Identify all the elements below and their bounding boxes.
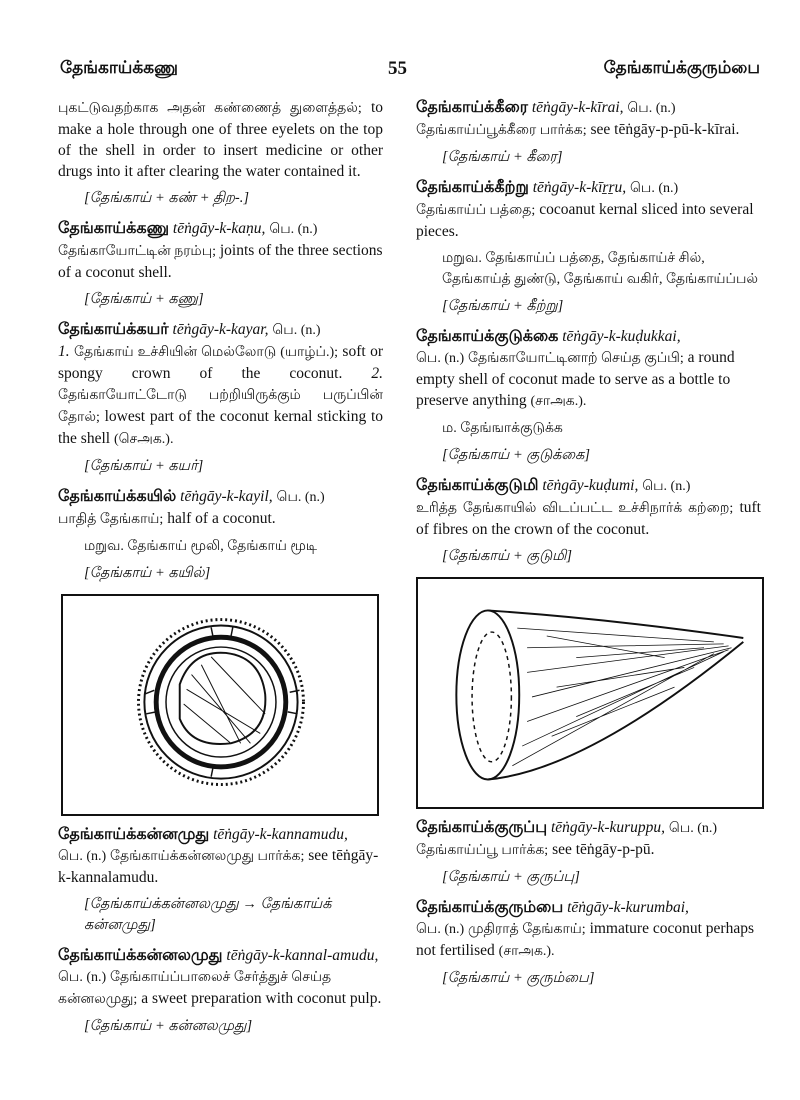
part-of-speech: பெ. (n.) <box>416 351 465 366</box>
part-of-speech: பெ. (n.) <box>58 849 107 864</box>
definition-english: lowest part of the coconut kernal sticking to the shell <box>58 408 384 447</box>
definition-english: see tēṅgāy-k-kannalamudu. <box>58 847 379 886</box>
continued-entry <box>58 97 383 209</box>
synonyms: மறுவ. தேங்காய் மூலி, தேங்காய் மூடி <box>84 539 317 554</box>
headword: தேங்காய்க்கயில் <box>58 488 177 505</box>
headword: தேங்காய்க்கீரை <box>416 99 528 116</box>
headword: தேங்காய்க்குருப்பு <box>416 819 548 836</box>
part-of-speech: பெ. (n.) <box>272 323 321 338</box>
dictionary-entry <box>58 319 383 477</box>
source-abbreviation: (சாஅக.). <box>498 944 555 959</box>
definition-english: a sweet preparation with coconut pulp. <box>141 990 382 1007</box>
part-of-speech: பெ. (n.) <box>416 922 465 937</box>
definition-english: see tēṅgāy-p-pū-k-kīrai. <box>590 121 740 138</box>
definition-english: immature coconut perhaps not fertilised <box>416 920 754 959</box>
headword: தேங்காய்க்கணு <box>58 220 170 237</box>
running-head-left: தேங்காய்க்கணு <box>60 58 178 77</box>
definition-english: tuft of fibres on the crown of the coconut. <box>416 499 761 538</box>
etymology: [தேங்காய் + குரும்பை] <box>442 970 595 986</box>
part-of-speech: பெ. (n.) <box>58 970 107 985</box>
definition-english: see tēṅgāy-p-pū. <box>552 841 655 858</box>
transliteration: tēṅgāy-k-kuḍukkai, <box>562 328 681 345</box>
definition-tamil: தேங்காயோட்டினாற் செய்த குப்பி; <box>468 351 684 366</box>
sense-number: 2. <box>371 365 383 382</box>
definition-tamil: தேங்காய்ப் பத்தை; <box>416 203 536 218</box>
transliteration: tēṅgāy-kuḍumi, <box>542 477 639 494</box>
headword: தேங்காய்க்குடுமி <box>416 477 539 494</box>
page-number: 55 <box>388 58 407 79</box>
part-of-speech: பெ. (n.) <box>668 821 718 836</box>
definition-english: soft or spongy crown of the coconut. <box>58 343 383 382</box>
transliteration: tēṅgāy-k-kayar, <box>172 321 269 338</box>
definition-tamil: தேங்காய் உச்சியின் மெல்லோடு (யாழ்ப்.); <box>74 345 338 360</box>
transliteration: tēṅgāy-k-kīṟṟu, <box>532 179 627 196</box>
transliteration: tēṅgāy-k-kayil, <box>180 488 273 505</box>
definition-tamil: புகட்டுவதற்காக அதன் கண்ணைத் துளைத்தல்; <box>58 101 362 116</box>
definition-tamil: உரித்த தேங்காயில் விடப்பட்ட உச்சிநார்க் கற்றை; <box>416 501 734 516</box>
transliteration: tēṅgāy-k-kaṇu, <box>172 220 266 237</box>
etymology: [தேங்காய்க்கன்னலமுது → தேங்காய்க் கன்னமுது] <box>84 896 332 933</box>
headword: தேங்காய்க்கீற்று <box>416 179 529 196</box>
etymology: [தேங்காய் + கண் + திற-.] <box>84 190 250 206</box>
definition-tamil: தேங்காய்ப்பாலைச் சேர்த்துச் செய்த கன்னலமுது; <box>58 970 332 1007</box>
right-column <box>416 97 761 998</box>
half-coconut-drawing <box>63 596 377 814</box>
etymology: [தேங்காய் + கீரை] <box>442 149 563 165</box>
dictionary-entry <box>416 475 761 567</box>
transliteration: tēṅgāy-k-kuruppu, <box>550 819 666 836</box>
cognate: ம. தேங்ஙாக்குடுக்க <box>442 421 563 436</box>
definition-english: to make a hole through one of three eyelets on the top of the shell in order to insert medicine or other drugs into it after clearing the water contained it. <box>58 99 383 180</box>
headword: தேங்காய்க்குடுக்கை <box>416 328 559 345</box>
etymology: [தேங்காய் + கணு] <box>84 291 204 307</box>
etymology: [தேங்காய் + குருப்பு] <box>442 869 580 885</box>
definition-tamil: தேங்காயோட்டோடு பற்றியிருக்கும் பருப்பின் தோல்; <box>58 388 383 425</box>
definition-english: cocoanut kernal sliced into several pieces. <box>416 201 754 240</box>
source-abbreviation: (செஅக.). <box>113 432 174 447</box>
sense-number: 1. <box>58 343 70 360</box>
dictionary-entry <box>416 177 761 317</box>
dictionary-entry <box>416 326 761 466</box>
transliteration: tēṅgāy-k-kīrai, <box>531 99 624 116</box>
transliteration: tēṅgāy-k-kannal-amudu, <box>226 947 379 964</box>
transliteration: tēṅgāy-k-kannamudu, <box>213 826 348 843</box>
dictionary-entry <box>416 897 761 989</box>
dictionary-entry <box>58 945 383 1037</box>
definition-english: joints of the three sections of a coconut shell. <box>58 242 383 281</box>
coconut-tuft-illustration <box>416 577 764 809</box>
headword: தேங்காய்க்கன்னலமுது <box>58 947 223 964</box>
part-of-speech: பெ. (n.) <box>276 490 325 505</box>
etymology: [தேங்காய் + குடுக்கை] <box>442 447 591 463</box>
definition-tamil: பாதித் தேங்காய்; <box>58 512 164 527</box>
etymology: [தேங்காய் + கன்னலமுது] <box>84 1018 253 1034</box>
coconut-tuft-drawing <box>418 579 762 807</box>
part-of-speech: பெ. (n.) <box>627 101 676 116</box>
headword: தேங்காய்க்குரும்பை <box>416 899 564 916</box>
dictionary-entry <box>58 486 383 584</box>
definition-tamil: முதிராத் தேங்காய்; <box>468 922 586 937</box>
transliteration: tēṅgāy-k-kurumbai, <box>567 899 689 916</box>
definition-tamil: தேங்காயோட்டின் நரம்பு; <box>58 244 216 259</box>
part-of-speech: பெ. (n.) <box>269 222 318 237</box>
definition-english: a round empty shell of coconut made to serve as a bottle to preserve anything <box>416 349 735 409</box>
part-of-speech: பெ. (n.) <box>642 479 691 494</box>
etymology: [தேங்காய் + கீற்று] <box>442 298 564 314</box>
dictionary-entry <box>58 824 383 936</box>
part-of-speech: பெ. (n.) <box>630 181 679 196</box>
left-column <box>58 97 383 1046</box>
headword: தேங்காய்க்கன்னமுது <box>58 826 210 843</box>
definition-english: half of a coconut. <box>167 510 276 527</box>
definition-tamil: தேங்காய்க்கன்னலமுது பார்க்க; <box>110 849 305 864</box>
definition-tamil: தேங்காய்ப்பூக்கீரை பார்க்க; <box>416 123 587 138</box>
synonyms: மறுவ. தேங்காய்ப் பத்தை, தேங்காய்ச் சில், தேங்காய்த் துண்டு, தேங்காய் வகிர், தேங்காய்ப்பல் <box>442 251 758 287</box>
dictionary-entry <box>416 97 761 168</box>
headword: தேங்காய்க்கயர் <box>58 321 169 338</box>
running-head-right: தேங்காய்க்குரும்பை <box>603 58 760 77</box>
etymology: [தேங்காய் + குடுமி] <box>442 548 573 564</box>
half-coconut-illustration <box>61 594 379 816</box>
etymology: [தேங்காய் + கயர்] <box>84 458 204 474</box>
etymology: [தேங்காய் + கயில்] <box>84 565 211 581</box>
dictionary-entry <box>416 817 761 888</box>
definition-tamil: தேங்காய்ப்பூ பார்க்க; <box>416 843 549 858</box>
source-abbreviation: (சாஅக.). <box>530 394 587 409</box>
dictionary-entry <box>58 218 383 310</box>
